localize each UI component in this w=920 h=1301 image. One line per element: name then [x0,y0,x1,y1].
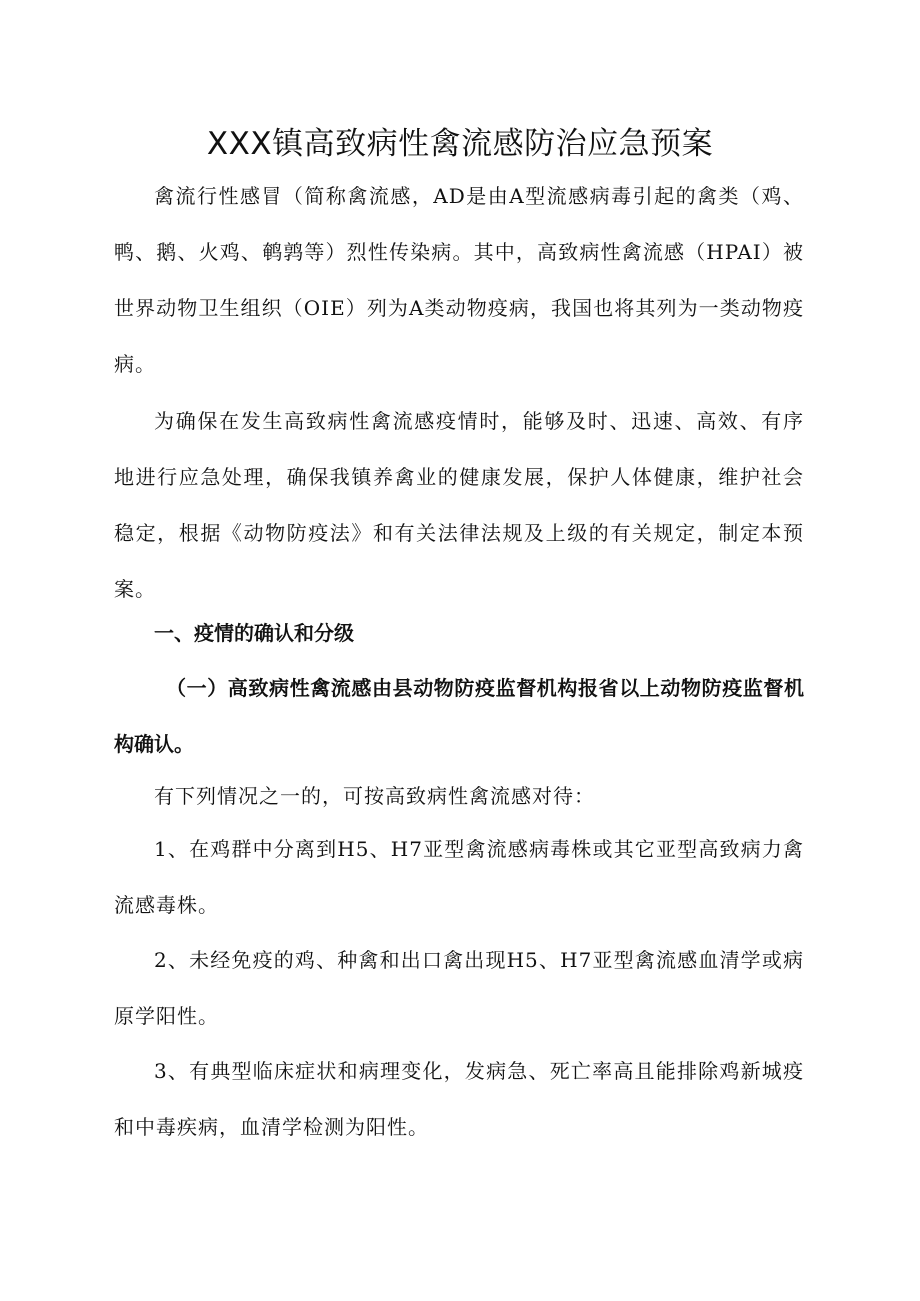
document-title: XXX镇高致病性禽流感防治应急预案 [206,126,714,162]
section-heading: 一、疫情的确认和分级 [154,621,354,645]
list-item: 3、有典型临床症状和病理变化，发病急、死亡率高且能排除鸡新城疫和中毒疾病，血清学检测为阳性。 [114,1059,804,1139]
list-item: 1、在鸡群中分离到H5、H7亚型禽流感病毒株或其它亚型高致病力禽流感毒株。 [114,837,804,917]
paragraph-purpose: 为确保在发生高致病性禽流感疫情时，能够及时、迅速、高效、有序地进行应急处理，确保我镇养禽业的健康发展，保护人体健康，维护社会稳定，根据《动物防疫法》和有关法律法规及上级的有关规定，制定本预案。 [114,409,804,601]
paragraph-intro: 禽流行性感冒（简称禽流感，AD是由A型流感病毒引起的禽类（鸡、鸭、鹅、火鸡、鹌鹑等）烈性传染病。其中，高致病性禽流感（HPAI）被世界动物卫生组织（OIE）列为A类动物疫病，我国也将其列为一类动物疫病。 [114,184,804,376]
subsection-intro: 有下列情况之一的，可按高致病性禽流感对待： [154,784,595,808]
subsection-heading: （一）高致病性禽流感由县动物防疫监督机构报省以上动物防疫监督机构确认。 [114,676,804,756]
list-item: 2、未经免疫的鸡、种禽和出口禽出现H5、H7亚型禽流感血清学或病原学阳性。 [114,948,804,1028]
